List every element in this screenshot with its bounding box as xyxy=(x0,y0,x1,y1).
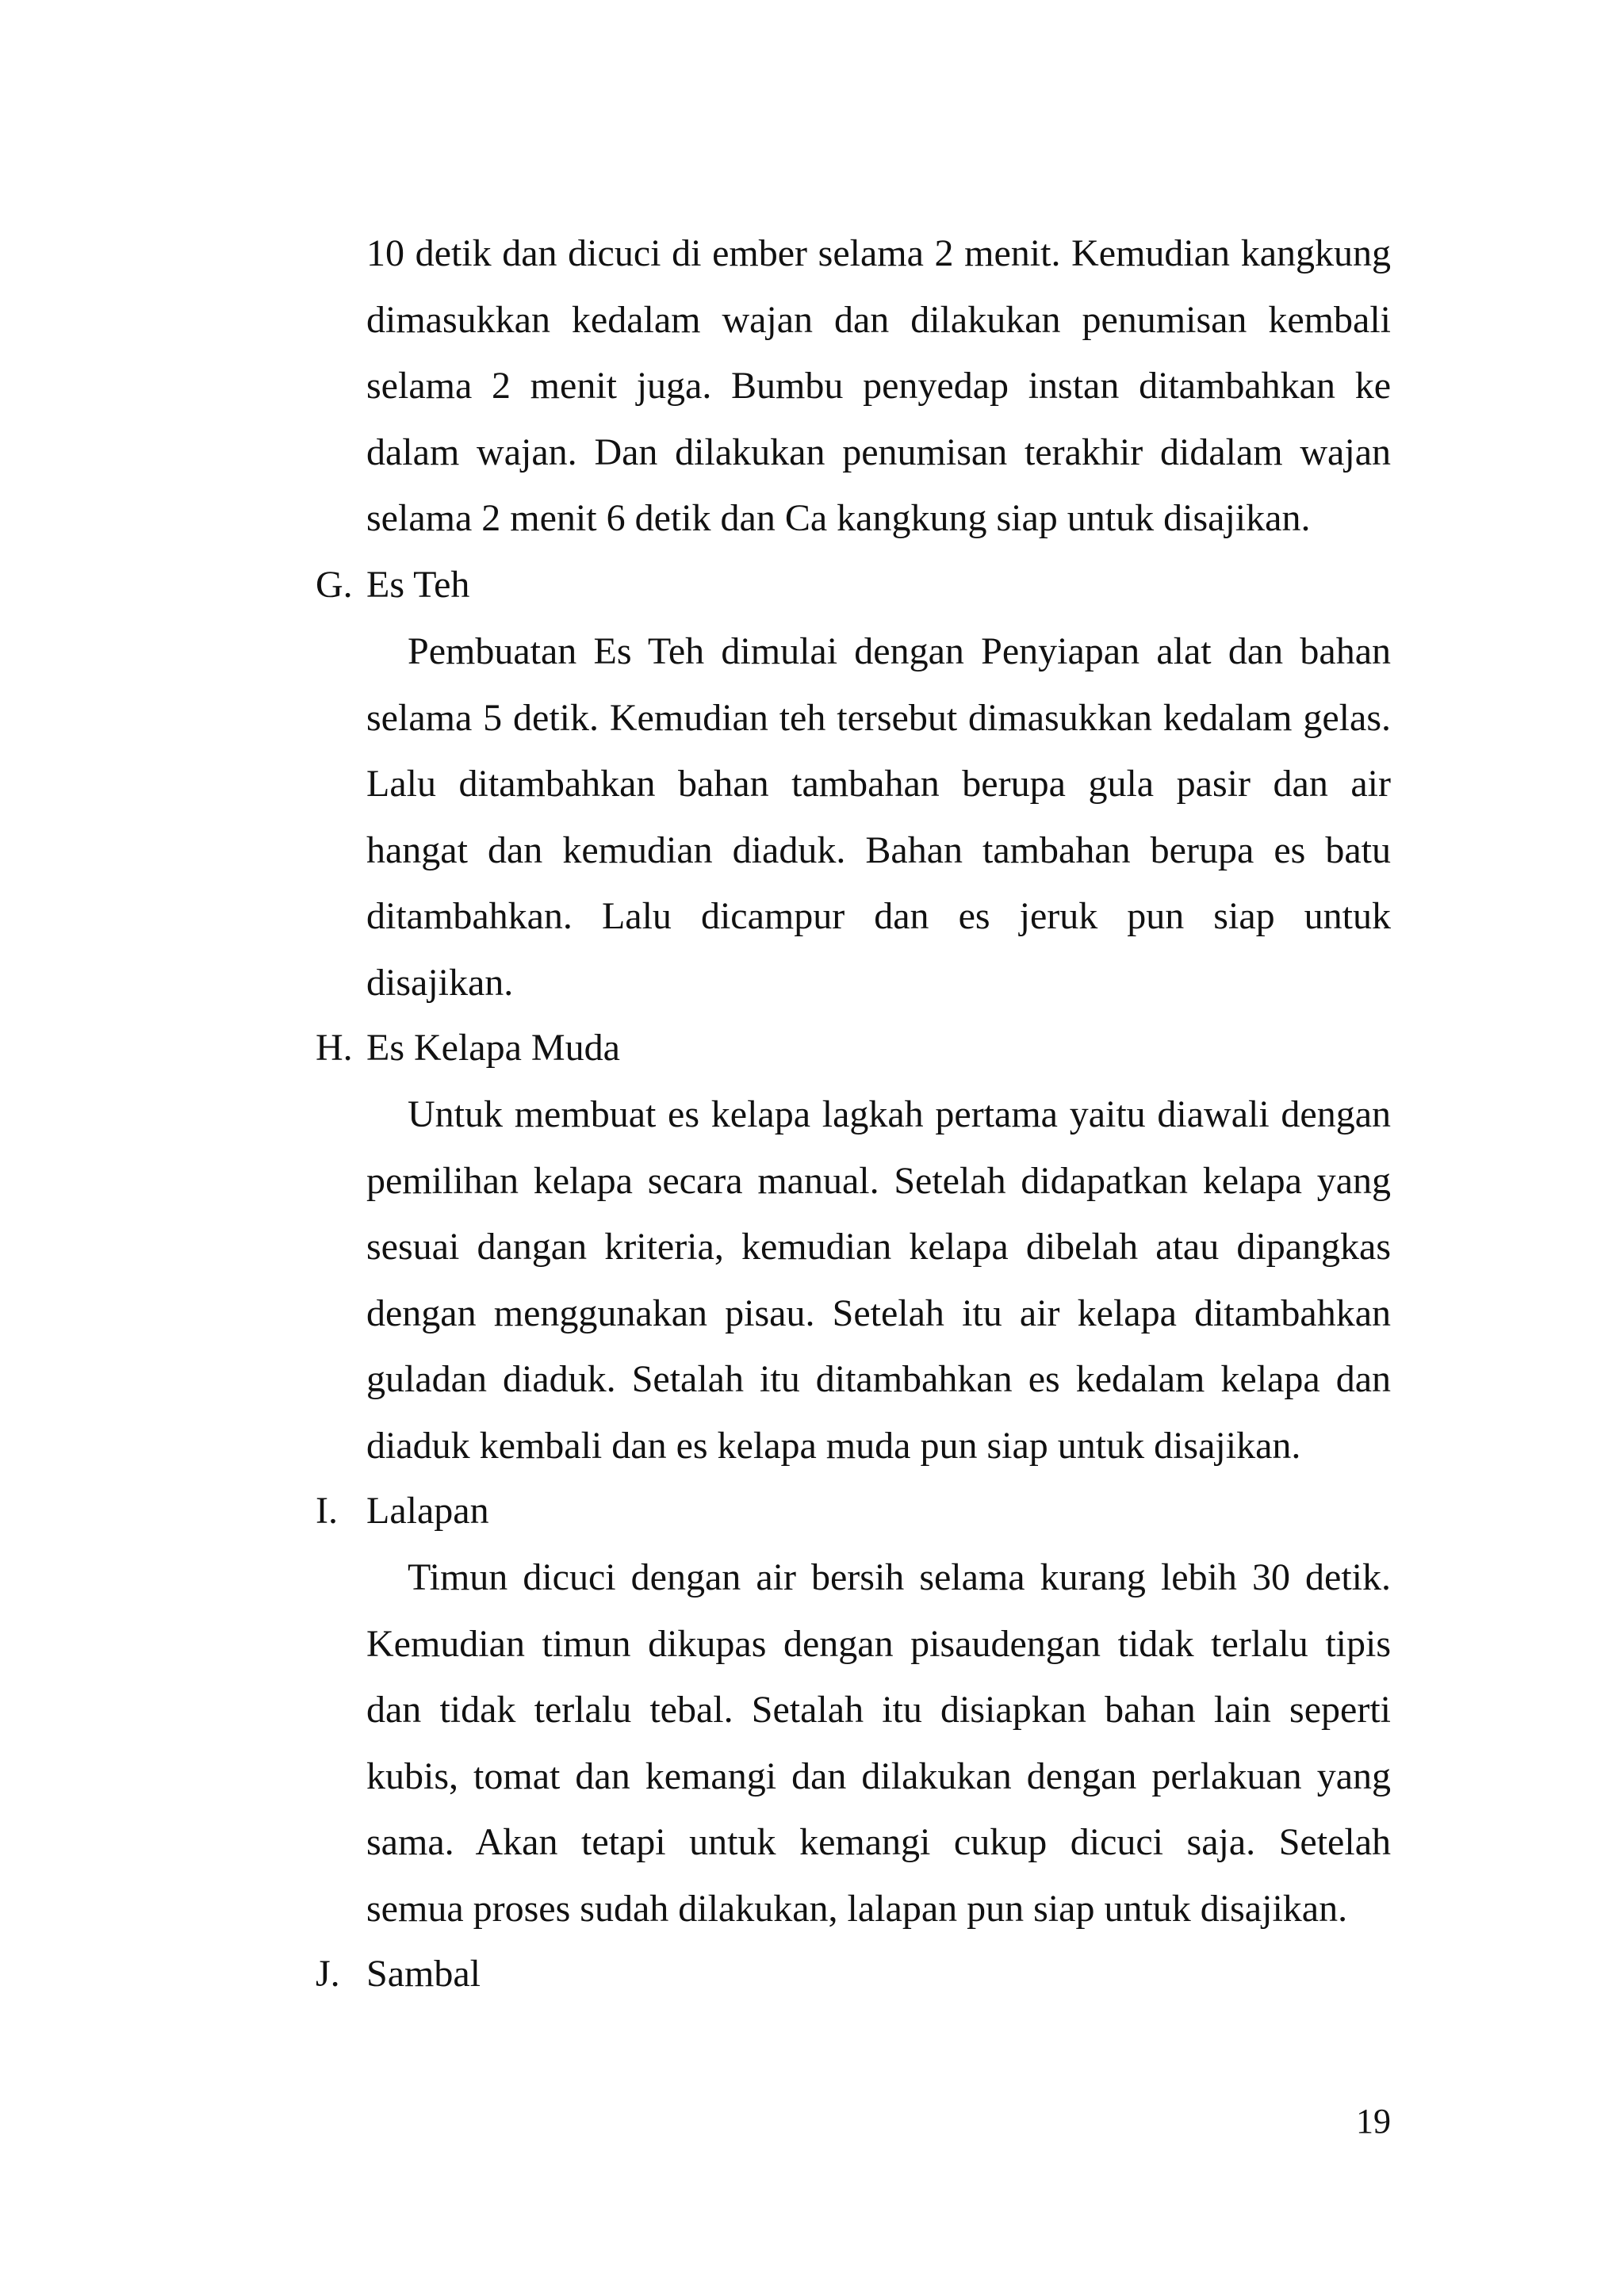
section-letter: I. xyxy=(316,1490,338,1532)
paragraph-line: selama 5 detik. Kemudian teh tersebut dimasukkan kedalam gelas. xyxy=(366,696,1391,739)
section-heading-j xyxy=(316,1941,481,2007)
section-heading-g xyxy=(316,552,469,618)
intro-line: 10 detik dan dicuci di ember selama 2 menit. Kemudian kangkung xyxy=(366,232,1391,274)
paragraph-line: sama. Akan tetapi untuk kemangi cukup dicuci saja. Setelah xyxy=(366,1821,1391,1863)
paragraph-line: sesuai dangan kriteria, kemudian kelapa dibelah atau dipangkas xyxy=(366,1226,1391,1268)
intro-line: selama 2 menit juga. Bumbu penyedap instan ditambahkan ke xyxy=(366,365,1391,407)
section-title: Lalapan xyxy=(366,1490,489,1532)
paragraph-line: dengan menggunakan pisau. Setelah itu air kelapa ditambahkan xyxy=(366,1292,1391,1334)
section-letter: H. xyxy=(316,1027,353,1069)
section-title: Es Kelapa Muda xyxy=(366,1027,620,1069)
paragraph-line: ditambahkan. Lalu dicampur dan es jeruk pun siap untuk xyxy=(366,895,1391,937)
paragraph-line: diaduk kembali dan es kelapa muda pun siap untuk disajikan. xyxy=(366,1424,1301,1467)
intro-line: selama 2 menit 6 detik dan Ca kangkung siap untuk disajikan. xyxy=(366,497,1311,539)
paragraph-line: Lalu ditambahkan bahan tambahan berupa gula pasir dan air xyxy=(366,763,1391,805)
section-paragraph-h xyxy=(366,1081,1391,1479)
section-title: Sambal xyxy=(366,1953,481,1995)
paragraph-line: disajikan. xyxy=(366,961,514,1004)
paragraph-line: kubis, tomat dan kemangi dan dilakukan dengan perlakuan yang xyxy=(366,1755,1391,1797)
section-title: Es Teh xyxy=(366,564,470,606)
paragraph-line: dan tidak terlalu tebal. Setalah itu disiapkan bahan lain seperti xyxy=(366,1689,1391,1731)
section-paragraph-i xyxy=(366,1544,1391,1942)
paragraph-line: Kemudian timun dikupas dengan pisaudengan tidak terlalu tipis xyxy=(366,1622,1391,1665)
intro-line: dimasukkan kedalam wajan dan dilakukan penumisan kembali xyxy=(366,298,1391,341)
paragraph-line: semua proses sudah dilakukan, lalapan pun siap untuk disajikan. xyxy=(366,1887,1348,1930)
section-heading-h xyxy=(316,1015,620,1081)
intro-line: dalam wajan. Dan dilakukan penumisan terakhir didalam wajan xyxy=(366,430,1391,473)
section-heading-i xyxy=(316,1478,489,1544)
paragraph-line: Untuk membuat es kelapa lagkah pertama yaitu diawali dengan xyxy=(408,1093,1391,1135)
intro-paragraph xyxy=(366,220,1391,552)
paragraph-line: pemilihan kelapa secara manual. Setelah didapatkan kelapa yang xyxy=(366,1159,1391,1202)
paragraph-line: Timun dicuci dengan air bersih selama kurang lebih 30 detik. xyxy=(408,1556,1391,1598)
paragraph-line: guladan diaduk. Setalah itu ditambahkan es kedalam kelapa dan xyxy=(366,1358,1391,1400)
section-paragraph-g xyxy=(366,618,1391,1016)
page-number: 19 xyxy=(1356,2102,1391,2141)
section-letter: J. xyxy=(316,1953,340,1995)
paragraph-line: Pembuatan Es Teh dimulai dengan Penyiapan alat dan bahan xyxy=(408,630,1391,672)
section-letter: G. xyxy=(316,564,353,606)
paragraph-line: hangat dan kemudian diaduk. Bahan tambahan berupa es batu xyxy=(366,828,1391,871)
